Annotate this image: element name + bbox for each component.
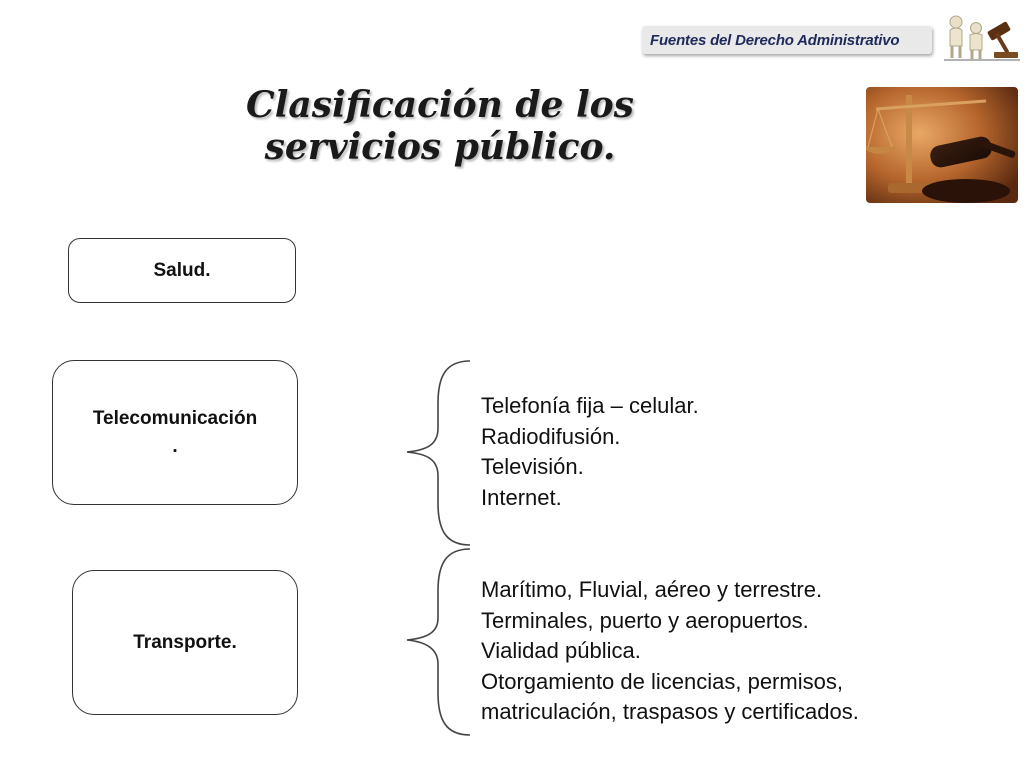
- subject-label: Fuentes del Derecho Administrativo: [650, 31, 900, 49]
- slide-title: [150, 84, 730, 168]
- category-label-telecomunicacion-period: .: [172, 435, 178, 457]
- curly-brace-transporte: [402, 546, 474, 738]
- list-item: Marítimo, Fluvial, aéreo y terrestre.: [481, 577, 823, 602]
- list-item: Vialidad pública.: [481, 638, 641, 663]
- list-item: Radiodifusión.: [481, 423, 621, 449]
- title-line-1: Clasificación de los: [246, 84, 634, 126]
- curly-brace-telecomunicacion: [402, 358, 474, 548]
- telecomunicacion-list: [481, 391, 699, 513]
- list-item: matriculación, traspasos y certificados.: [481, 699, 859, 724]
- category-box-telecomunicacion: [52, 360, 298, 505]
- subject-badge: [642, 26, 932, 54]
- title-line-2: servicios público.: [264, 126, 616, 168]
- list-item: Telefonía fija – celular.: [481, 393, 699, 418]
- scales-of-justice-image: [866, 87, 1018, 203]
- transporte-list: [481, 575, 859, 728]
- category-label-salud: Salud.: [153, 259, 211, 281]
- list-item: Terminales, puerto y aeropuertos.: [481, 607, 809, 633]
- category-box-salud: [68, 238, 296, 303]
- list-item: Internet.: [481, 484, 562, 510]
- category-label-telecomunicacion: Telecomunicación: [92, 407, 258, 429]
- list-item: Televisión.: [481, 454, 584, 479]
- category-box-transporte: [72, 570, 298, 715]
- people-gavel-icon: [942, 6, 1022, 62]
- list-item: Otorgamiento de licencias, permisos,: [481, 668, 843, 694]
- category-label-transporte: Transporte.: [133, 631, 237, 653]
